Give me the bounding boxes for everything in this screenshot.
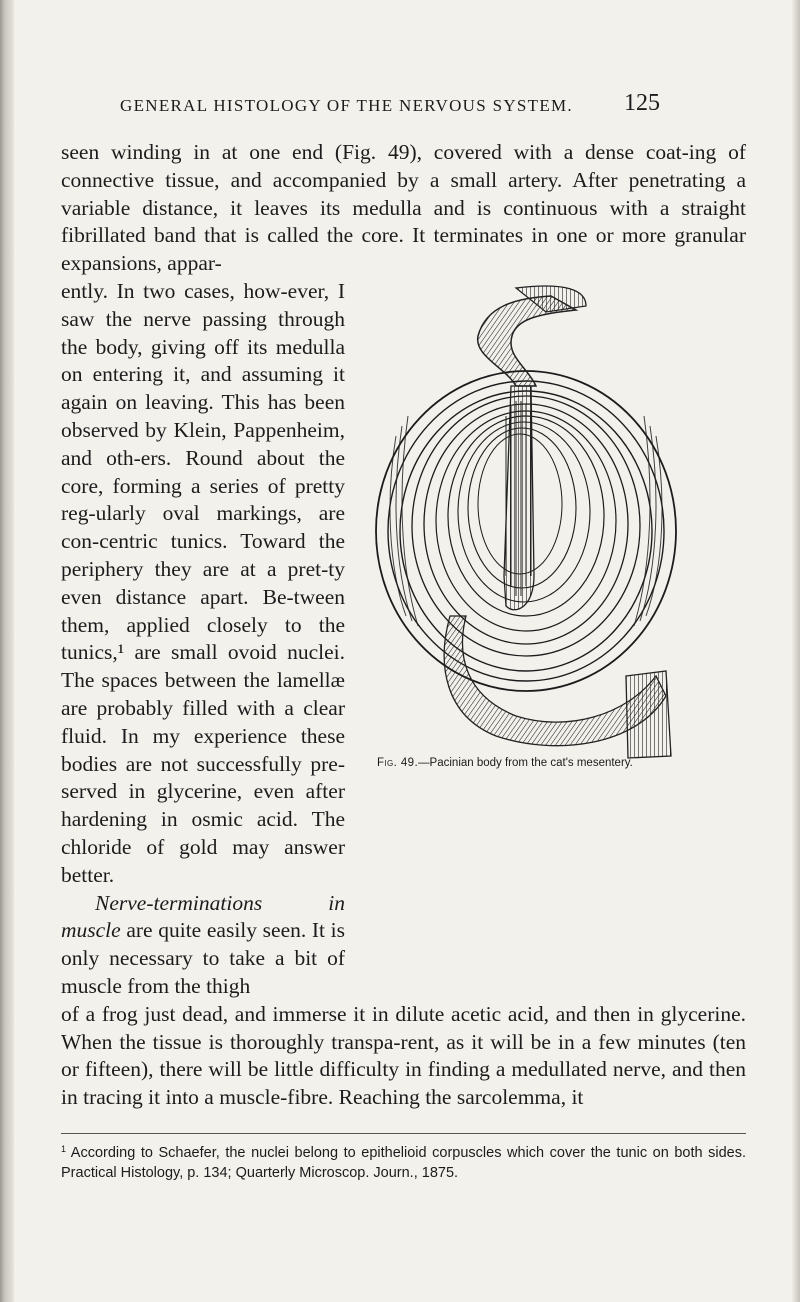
footnote-marker: 1 [61,1144,67,1154]
paragraph-2-full-width: of a frog just dead, and immerse it in dilute acetic acid, and then in glycerine. When the tissue is thoroughly transpa-rent, as it will be in a few minutes (ten or fifteen), there will be little difficulty in finding a medullated nerve, and then in tracing it into a muscle-fibre. Reaching the sarcolemma, it [61,1001,746,1110]
pacinian-body-illustration [366,276,696,766]
running-title: GENERAL HISTOLOGY OF THE NERVOUS SYSTEM. [120,96,573,115]
running-head [100,90,660,120]
core [504,386,534,610]
pacinian-body-figure [366,276,696,766]
figure-label: Fig. 49. [377,757,419,769]
paragraph-1-wrapped: ently. In two cases, how-ever, I saw the nerve passing through the body, giving off its medulla on entering it, and assuming it again on leaving. This has been observed by Klein, Pappenheim, and oth-ers. Round about the core, forming a series of pretty reg-ularly oval markings, are con-centric tunics. Toward the periphery they are at a pret-ty even distance apart. Be-tween them, applied closely to the tunics,¹ are small ovoid nuclei. The spaces between the lamellæ are probably filled with a clear fluid. In my experience these bodies are not successfully pre-served in glycerine, even after hardening in osmic acid. The chloride of gold may answer better. [61,278,345,887]
figure-caption-text: —Pacinian body from the cat's mesentery. [418,757,633,769]
paragraph-2-wrapped [61,890,345,1001]
section-term: Nerve-terminations in muscle [61,890,345,943]
paragraph-1-full-width: seen winding in at one end (Fig. 49), covered with a dense coat-ing of connective tissue, and accompanied by a small artery. After penetrating a variable distance, it leaves its medulla and is continuous with a straight fibrillated band that is called the core. It terminates in one or more granular expansions, appar- [61,140,746,276]
footnote-rule [61,1133,746,1134]
page-number: 125 [624,90,660,116]
paragraph-2-lead: are quite easily seen. It is only necessary to take a bit of muscle from the thigh [61,918,345,998]
figure-caption [377,757,707,769]
page-binding-shadow [0,0,14,1302]
page-edge-shadow [792,0,800,1302]
footnote [61,1139,746,1183]
footnote-text: According to Schaefer, the nuclei belong to epithelioid corpuscles which cover the tunic on both sides. Practical Histology, p. 134; Quarterly Microscop. Journ., 1875. [61,1145,747,1181]
